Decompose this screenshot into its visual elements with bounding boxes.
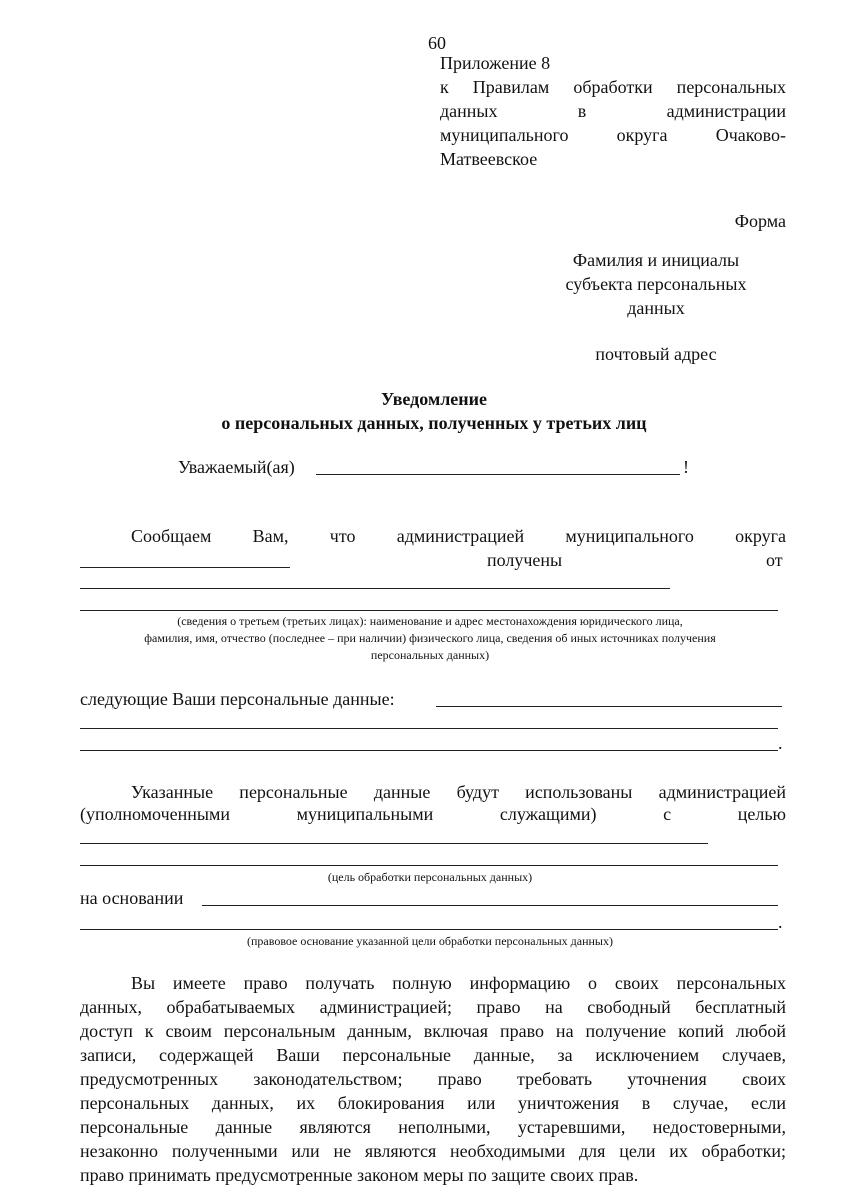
- page-number: 60: [428, 33, 446, 53]
- recipient-name-line-3: данных: [627, 298, 685, 318]
- rights-line-2: данных, обрабатываемых администрацией; право на свободный бесплатный: [80, 997, 786, 1017]
- form-label: Форма: [734, 211, 786, 231]
- rights-line-9: право принимать предусмотренные законом меры по защите своих прав.: [80, 1165, 639, 1185]
- p1-hint-2: фамилия, имя, отчество (последнее – при наличии) физического лица, сведения об иных источниках получения: [144, 631, 716, 645]
- rights-line-4: записи, содержащей Ваши персональные данные, за исключением случаев,: [80, 1045, 786, 1065]
- p2-blank-1: [436, 706, 782, 707]
- p3-blank-2: [80, 865, 778, 866]
- p1-received: получены: [487, 550, 563, 570]
- notice-title: Уведомление: [380, 389, 488, 409]
- p2-label: следующие Ваши персональные данные:: [80, 689, 395, 709]
- appendix-line-3: муниципального округа Очаково-: [440, 125, 786, 145]
- rights-line-5: предусмотренных законодательством; право требовать уточнения своих: [80, 1069, 786, 1089]
- p1-hint-1: (сведения о третьем (третьих лицах): наименование и адрес местонахождения юридического лица,: [177, 614, 683, 628]
- appendix-line-4: Матвеевское: [440, 149, 538, 169]
- salutation-blank: [316, 474, 680, 475]
- appendix-line-1: к Правилам обработки персональных: [440, 77, 786, 97]
- rights-line-7: персональные данные являются неполными, устаревшими, недостоверными,: [80, 1117, 786, 1137]
- recipient-address: почтовый адрес: [595, 344, 717, 364]
- rights-line-1: Вы имеете право получать полную информацию о своих персональных: [131, 973, 786, 993]
- p4-blank-2: [80, 929, 778, 930]
- p2-blank-2: [80, 728, 778, 729]
- p1-blank-district: [80, 567, 290, 568]
- p1-from: от: [766, 550, 783, 570]
- p3-line-1: Указанные персональные данные будут использованы администрацией: [131, 782, 786, 802]
- p3-hint: (цель обработки персональных данных): [327, 870, 533, 884]
- p2-end: .: [778, 733, 783, 753]
- salutation-prefix: Уважаемый(ая): [178, 457, 295, 477]
- p4-hint: (правовое основание указанной цели обработки персональных данных): [247, 934, 613, 948]
- p3-line-2: (уполномоченными муниципальными служащими) с целью: [80, 804, 786, 824]
- p1-blank-source-1: [80, 588, 670, 589]
- appendix-title: Приложение 8: [440, 53, 551, 73]
- appendix-line-2: данных в администрации: [440, 101, 786, 121]
- rights-line-3: доступ к своим персональным данным, включая право на получение копий любой: [80, 1021, 786, 1041]
- p2-blank-3: [80, 750, 778, 751]
- p4-end: .: [778, 912, 783, 932]
- p4-blank-1: [202, 905, 778, 906]
- p1-blank-source-2: [80, 610, 778, 611]
- p1-hint-3: персональных данных): [370, 648, 490, 662]
- recipient-name-line-1: Фамилия и инициалы: [572, 250, 740, 270]
- rights-line-8: незаконно полученными или не являются необходимыми для цели их обработки;: [80, 1141, 786, 1161]
- salutation-suffix: !: [683, 457, 689, 477]
- rights-line-6: персональных данных, их блокирования или уничтожения в случае, если: [80, 1093, 786, 1113]
- recipient-name-line-2: субъекта персональных: [565, 274, 747, 294]
- notice-subtitle: о персональных данных, полученных у третьих лиц: [221, 413, 647, 433]
- p1-line-1: Сообщаем Вам, что администрацией муниципального округа: [131, 526, 786, 546]
- p3-blank-1: [80, 843, 708, 844]
- p4-label: на основании: [80, 888, 184, 908]
